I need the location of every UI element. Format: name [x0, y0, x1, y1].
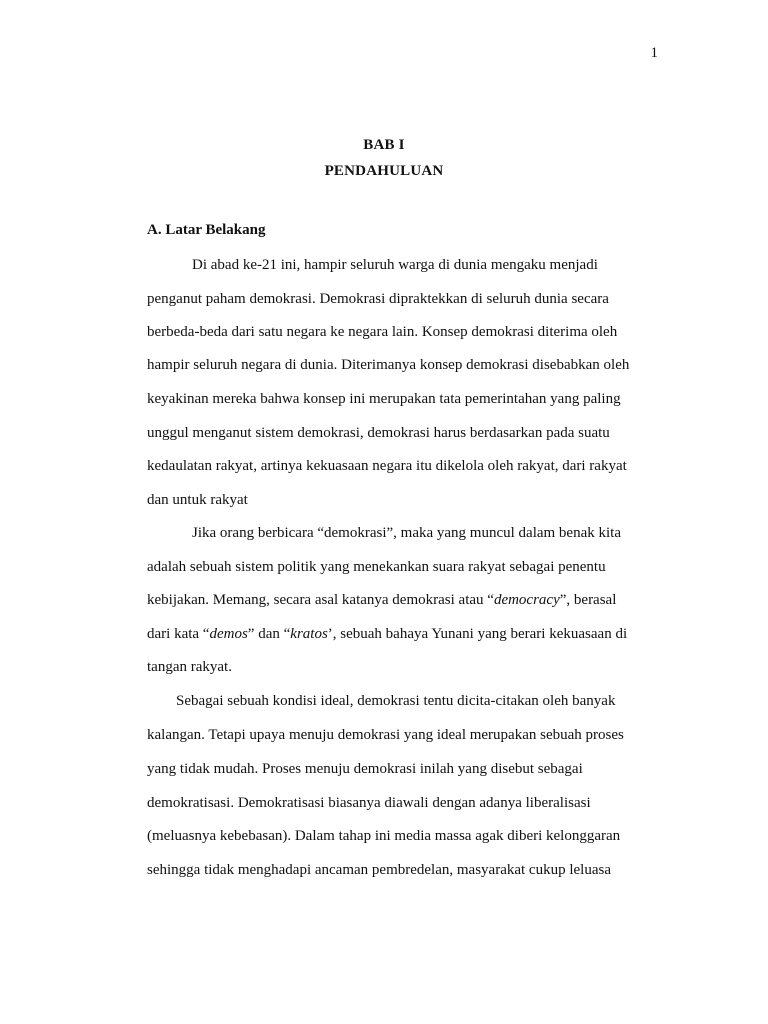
paragraph-line: hampir seluruh negara di dunia. Diterimanya konsep demokrasi disebabkan oleh: [147, 357, 630, 373]
paragraph-line: penganut paham demokrasi. Demokrasi dipraktekkan di seluruh dunia secara: [147, 291, 609, 307]
paragraph-line: yang tidak mudah. Proses menuju demokrasi inilah yang disebut sebagai: [147, 761, 583, 777]
paragraph-line: kalangan. Tetapi upaya menuju demokrasi yang ideal merupakan sebuah proses: [147, 727, 624, 743]
paragraph-line: keyakinan mereka bahwa konsep ini merupakan tata pemerintahan yang paling: [147, 391, 621, 407]
paragraph-line: sehingga tidak menghadapi ancaman pembredelan, masyarakat cukup leluasa: [147, 862, 611, 878]
paragraph-line: Sebagai sebuah kondisi ideal, demokrasi tentu dicita-citakan oleh banyak: [176, 693, 616, 709]
paragraph-line: Jika orang berbicara “demokrasi”, maka yang muncul dalam benak kita: [192, 525, 621, 541]
paragraph-line: dan untuk rakyat: [147, 492, 248, 508]
text-run: dari kata “: [147, 626, 210, 642]
paragraph-line: adalah sebuah sistem politik yang menekankan suara rakyat sebagai penentu: [147, 559, 606, 575]
paragraph-line: [147, 625, 627, 643]
chapter-heading: BAB I: [363, 137, 405, 153]
paragraph-line: Di abad ke-21 ini, hampir seluruh warga di dunia mengaku menjadi: [192, 257, 598, 273]
section-title: A. Latar Belakang: [147, 222, 266, 238]
text-run: ’, sebuah bahaya Yunani yang berari kekuasaan di: [327, 626, 628, 642]
chapter-title: PENDAHULUAN: [324, 163, 444, 179]
page-number: 1: [650, 45, 658, 61]
paragraph-line: unggul menganut sistem demokrasi, demokrasi harus berdasarkan pada suatu: [147, 425, 610, 441]
paragraph-line: [147, 591, 616, 609]
paragraph-line: tangan rakyat.: [147, 659, 232, 675]
text-run: kebijakan. Memang, secara asal katanya demokrasi atau “: [147, 592, 494, 608]
italic-term: kratos: [290, 626, 328, 642]
paragraph-line: berbeda-beda dari satu negara ke negara lain. Konsep demokrasi diterima oleh: [147, 324, 618, 340]
text-run: ”, berasal: [559, 592, 617, 608]
text-run: ” dan “: [247, 626, 291, 642]
paragraph-line: (meluasnya kebebasan). Dalam tahap ini media massa agak diberi kelonggaran: [147, 828, 621, 844]
paragraph-line: kedaulatan rakyat, artinya kekuasaan negara itu dikelola oleh rakyat, dari rakyat: [147, 458, 627, 474]
italic-term: demos: [209, 626, 248, 642]
paragraph-line: demokratisasi. Demokratisasi biasanya diawali dengan adanya liberalisasi: [147, 795, 591, 811]
italic-term: democracy: [493, 592, 560, 608]
